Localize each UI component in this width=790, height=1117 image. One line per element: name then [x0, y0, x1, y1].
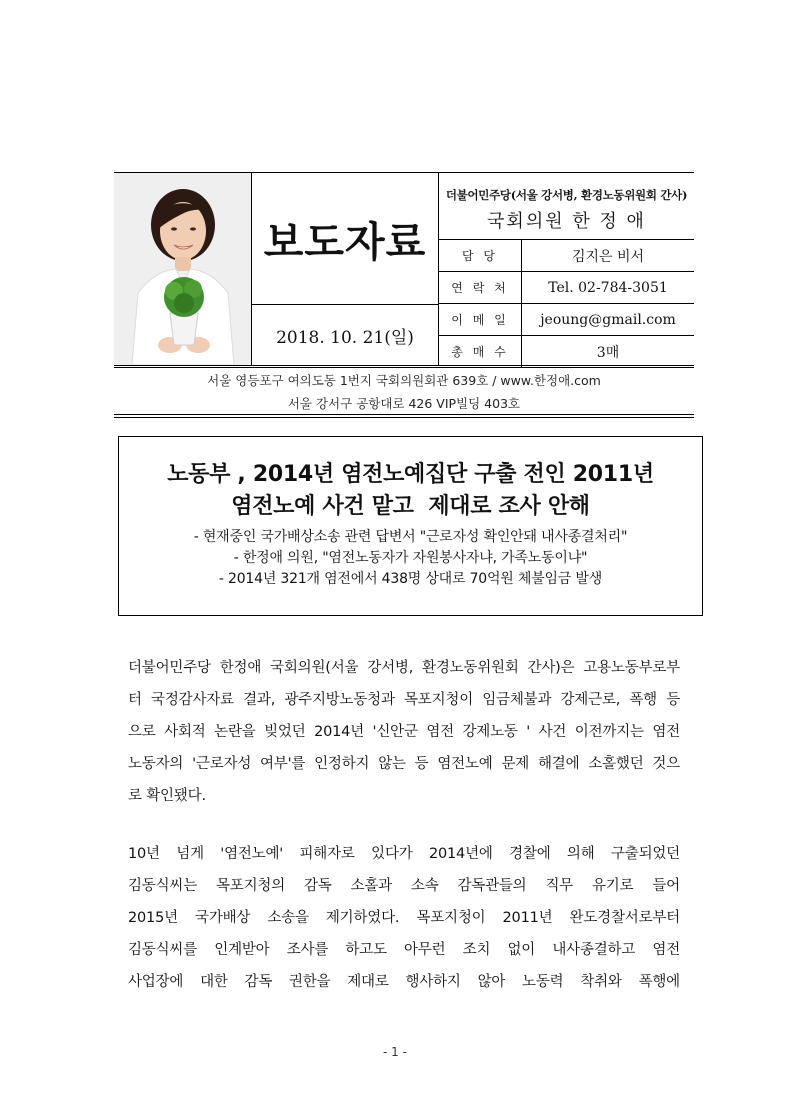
lawmaker-photo [114, 173, 252, 365]
headline-line2: 염전노예 사건 맡고 제대로 조사 안해 [231, 494, 590, 519]
paragraph-line: 터 국정감사자료 결과, 광주지방노동청과 목포지청이 임금체불과 강제근로, 폭행 등 [128, 692, 680, 708]
party-affiliation: 더불어민주당(서울 강서병, 환경노동위원회 간사) [445, 188, 688, 202]
office-address-line2: 서울 강서구 공항대로 426 VIP빌딩 403호 [287, 396, 521, 411]
paragraph-line: 2015년 국가배상 소송을 제기하였다. 목포지청이 2011년 완도경찰서로부터 [128, 910, 680, 926]
release-date: 2018. 10. 21(일) [252, 305, 439, 365]
press-release-title: 보도자료 [263, 218, 427, 266]
info-value: 3매 [596, 344, 620, 361]
address-bottom-rule-double [114, 417, 694, 418]
headline-line1: 노동부 , 2014년 염전노예집단 구출 전인 2011년 [167, 462, 654, 487]
paragraph-line: 으로 사회적 논란을 빚었던 2014년 '신안군 염전 강제노동 ' 사건 이전까지는 염전 [128, 724, 680, 740]
info-row-phone [439, 272, 694, 304]
address-bottom-rule [114, 414, 694, 415]
info-label: 총 매 수 [439, 336, 522, 367]
address-top-rule [114, 367, 694, 368]
paragraph-line: 노동자의 '근로자성 여부'를 인정하지 않는 등 염전노예 문제 해결에 소홀했던 것으 [128, 756, 680, 772]
info-label: 연 락 처 [439, 272, 522, 303]
subheadline-3: - 2014년 321개 염전에서 438명 상대로 70억원 체불임금 발생 [218, 571, 603, 587]
paragraph-line: 10년 넘게 '염전노예' 피해자로 있다가 2014년에 경찰에 의해 구출되었던 [128, 846, 680, 862]
office-address-line1: 서울 영등포구 여의도동 1번지 국회의원회관 639호 / www.한정애.com [207, 373, 601, 388]
portrait-image [114, 173, 251, 365]
paragraph-line: 김동식씨는 목포지청의 감독 소홀과 소속 감독관들의 직무 유기로 들어 [128, 878, 680, 894]
paragraph-line: 더불어민주당 한정애 국회의원(서울 강서병, 환경노동위원회 간사)은 고용노동부로부 [128, 660, 680, 676]
paragraph-line: 김동식씨를 인계받아 조사를 하고도 아무런 조치 없이 내사종결하고 염전 [128, 942, 680, 958]
body-paragraph-1 [128, 652, 680, 812]
press-header [114, 172, 694, 366]
info-value: Tel. 02-784-3051 [548, 279, 668, 296]
subheadline-1: - 현재중인 국가배상소송 관련 답변서 "근로자성 확인안돼 내사종결처리" [193, 529, 628, 545]
paragraph-line: 로 확인됐다. [128, 788, 206, 804]
press-release-title-cell [252, 173, 439, 305]
info-row-email [439, 304, 694, 336]
info-value[interactable]: jeoung@gmail.com [540, 311, 676, 328]
subheadline-2: - 한정애 의원, "염전노동자가 자원봉사자냐, 가족노동이냐" [233, 550, 588, 566]
paragraph-line: 사업장에 대한 감독 권한을 제대로 행사하지 않아 노동력 착취와 폭행에 [128, 974, 680, 990]
info-value: 김지은 비서 [571, 248, 645, 265]
party-affiliation-cell [439, 173, 694, 240]
info-label: 이 메 일 [439, 304, 522, 335]
body-paragraph-2 [128, 838, 680, 998]
info-row-page-count [439, 336, 694, 367]
headline-box [118, 436, 703, 616]
info-label: 담 당 [439, 240, 522, 271]
page-number: - 1 - [383, 1045, 407, 1059]
lawmaker-name: 국회의원 한 정 애 [487, 211, 646, 232]
info-row-contact-person [439, 240, 694, 272]
